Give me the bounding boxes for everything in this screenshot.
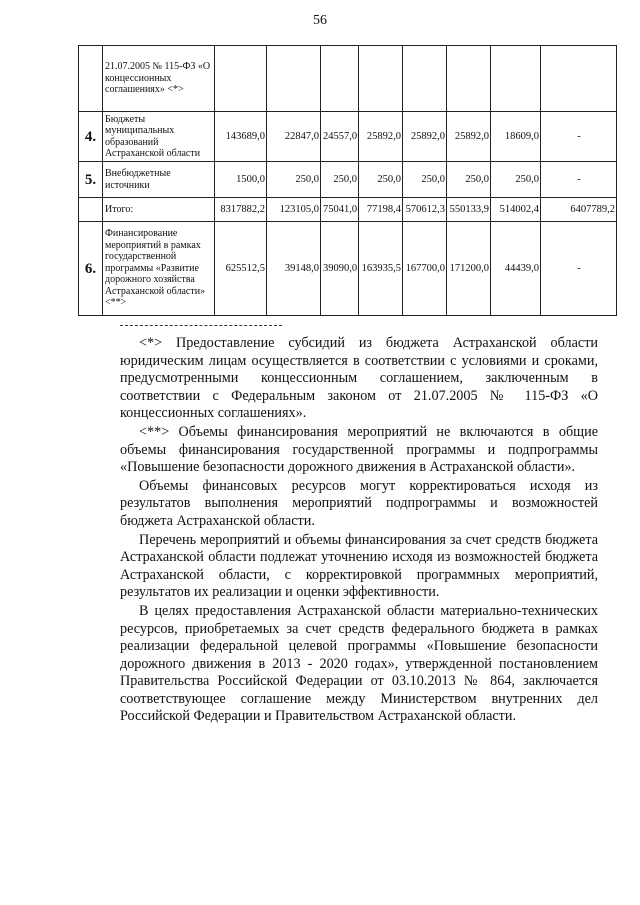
table-cell xyxy=(267,46,321,112)
paragraph-federal-program: В целях предоставления Астраханской области материально-технических ресурсов, приобретаемых за счет средств федерального бюджета в рамках реализации федеральной целевой программы «Повышение безопасности дорожного движения в 2013 - 2020 годах», утвержденной постановлением Правительства Российской Федерации от 03.10.2013 № 864, заключается соответствующее соглашение между Министерством внутренних дел Российской Федерации и Правительством Астраханской области. xyxy=(120,602,598,725)
row-name: Внебюджетные источники xyxy=(103,162,215,198)
table-cell: 6407789,2 xyxy=(541,198,617,222)
table-cell: 250,0 xyxy=(403,162,447,198)
row-number xyxy=(79,46,103,112)
table-row xyxy=(79,198,617,222)
footnote-separator xyxy=(120,325,282,326)
table-cell: - xyxy=(541,162,617,198)
table-cell: - xyxy=(541,112,617,162)
table-row xyxy=(79,222,617,316)
table-cell: 570612,3 xyxy=(403,198,447,222)
body-text xyxy=(120,335,598,726)
table-cell xyxy=(491,46,541,112)
table-cell: 171200,0 xyxy=(447,222,491,316)
table-cell: 24557,0 xyxy=(321,112,359,162)
table-cell xyxy=(359,46,403,112)
table-cell xyxy=(541,46,617,112)
table-cell: 8317882,2 xyxy=(215,198,267,222)
table-cell: 163935,5 xyxy=(359,222,403,316)
table-cell: 550133,9 xyxy=(447,198,491,222)
table-row xyxy=(79,112,617,162)
table-cell: 123105,0 xyxy=(267,198,321,222)
row-number xyxy=(79,198,103,222)
budget-table xyxy=(78,45,617,316)
table-cell xyxy=(321,46,359,112)
row-number: 5. xyxy=(79,162,103,198)
table-cell: 18609,0 xyxy=(491,112,541,162)
table-cell: 250,0 xyxy=(359,162,403,198)
page-number: 56 xyxy=(313,13,327,28)
table-cell: 250,0 xyxy=(321,162,359,198)
table-cell: 25892,0 xyxy=(359,112,403,162)
table-cell xyxy=(403,46,447,112)
table-cell: 143689,0 xyxy=(215,112,267,162)
table-row xyxy=(79,46,617,112)
table-cell: 39148,0 xyxy=(267,222,321,316)
row-name: 21.07.2005 № 115-ФЗ «О концессионных соглашениях» <*> xyxy=(103,46,215,112)
table-cell: 1500,0 xyxy=(215,162,267,198)
table-cell: 167700,0 xyxy=(403,222,447,316)
footnote-1: <*> Предоставление субсидий из бюджета Астраханской области юридическим лицам осуществляется в соответствии с условиями и сроками, предусмотренными концессионным соглашением, заключенным в соответствии с Федеральным законом от 21.07.2005 № 115-ФЗ «О концессионных соглашениях». xyxy=(120,335,598,422)
row-number: 6. xyxy=(79,222,103,316)
table-cell: 250,0 xyxy=(447,162,491,198)
table-cell: 44439,0 xyxy=(491,222,541,316)
table-cell: 22847,0 xyxy=(267,112,321,162)
table-cell xyxy=(215,46,267,112)
paragraph-financial-resources: Объемы финансовых ресурсов могут корректироваться исходя из результатов выполнения мероприятий подпрограммы и возможностей бюджета Астраханской области. xyxy=(120,477,598,529)
row-name: Итого: xyxy=(103,198,215,222)
table-cell: 625512,5 xyxy=(215,222,267,316)
table-cell: 39090,0 xyxy=(321,222,359,316)
table-cell xyxy=(447,46,491,112)
table-cell: 25892,0 xyxy=(447,112,491,162)
row-number: 4. xyxy=(79,112,103,162)
table-cell: 250,0 xyxy=(491,162,541,198)
table-cell: 75041,0 xyxy=(321,198,359,222)
table-row xyxy=(79,162,617,198)
table-cell: 25892,0 xyxy=(403,112,447,162)
paragraph-activities-list: Перечень мероприятий и объемы финансирования за счет средств бюджета Астраханской области подлежат уточнению исходя из возможностей бюджета Астраханской области, с корректировкой программных мероприятий, результатов их реализации и оценки эффективности. xyxy=(120,531,598,601)
table-cell: - xyxy=(541,222,617,316)
footnote-2: <**> Объемы финансирования мероприятий не включаются в общие объемы финансирования государственной программы и подпрограммы «Повышение безопасности дорожного движения в Астраханской области». xyxy=(120,423,598,476)
table-cell: 77198,4 xyxy=(359,198,403,222)
row-name: Бюджеты муниципальных образований Астраханской области xyxy=(103,112,215,162)
table-cell: 514002,4 xyxy=(491,198,541,222)
row-name: Финансирование мероприятий в рамках государственной программы «Развитие дорожного хозяйства Астраханской области» <**> xyxy=(103,222,215,316)
table-cell: 250,0 xyxy=(267,162,321,198)
